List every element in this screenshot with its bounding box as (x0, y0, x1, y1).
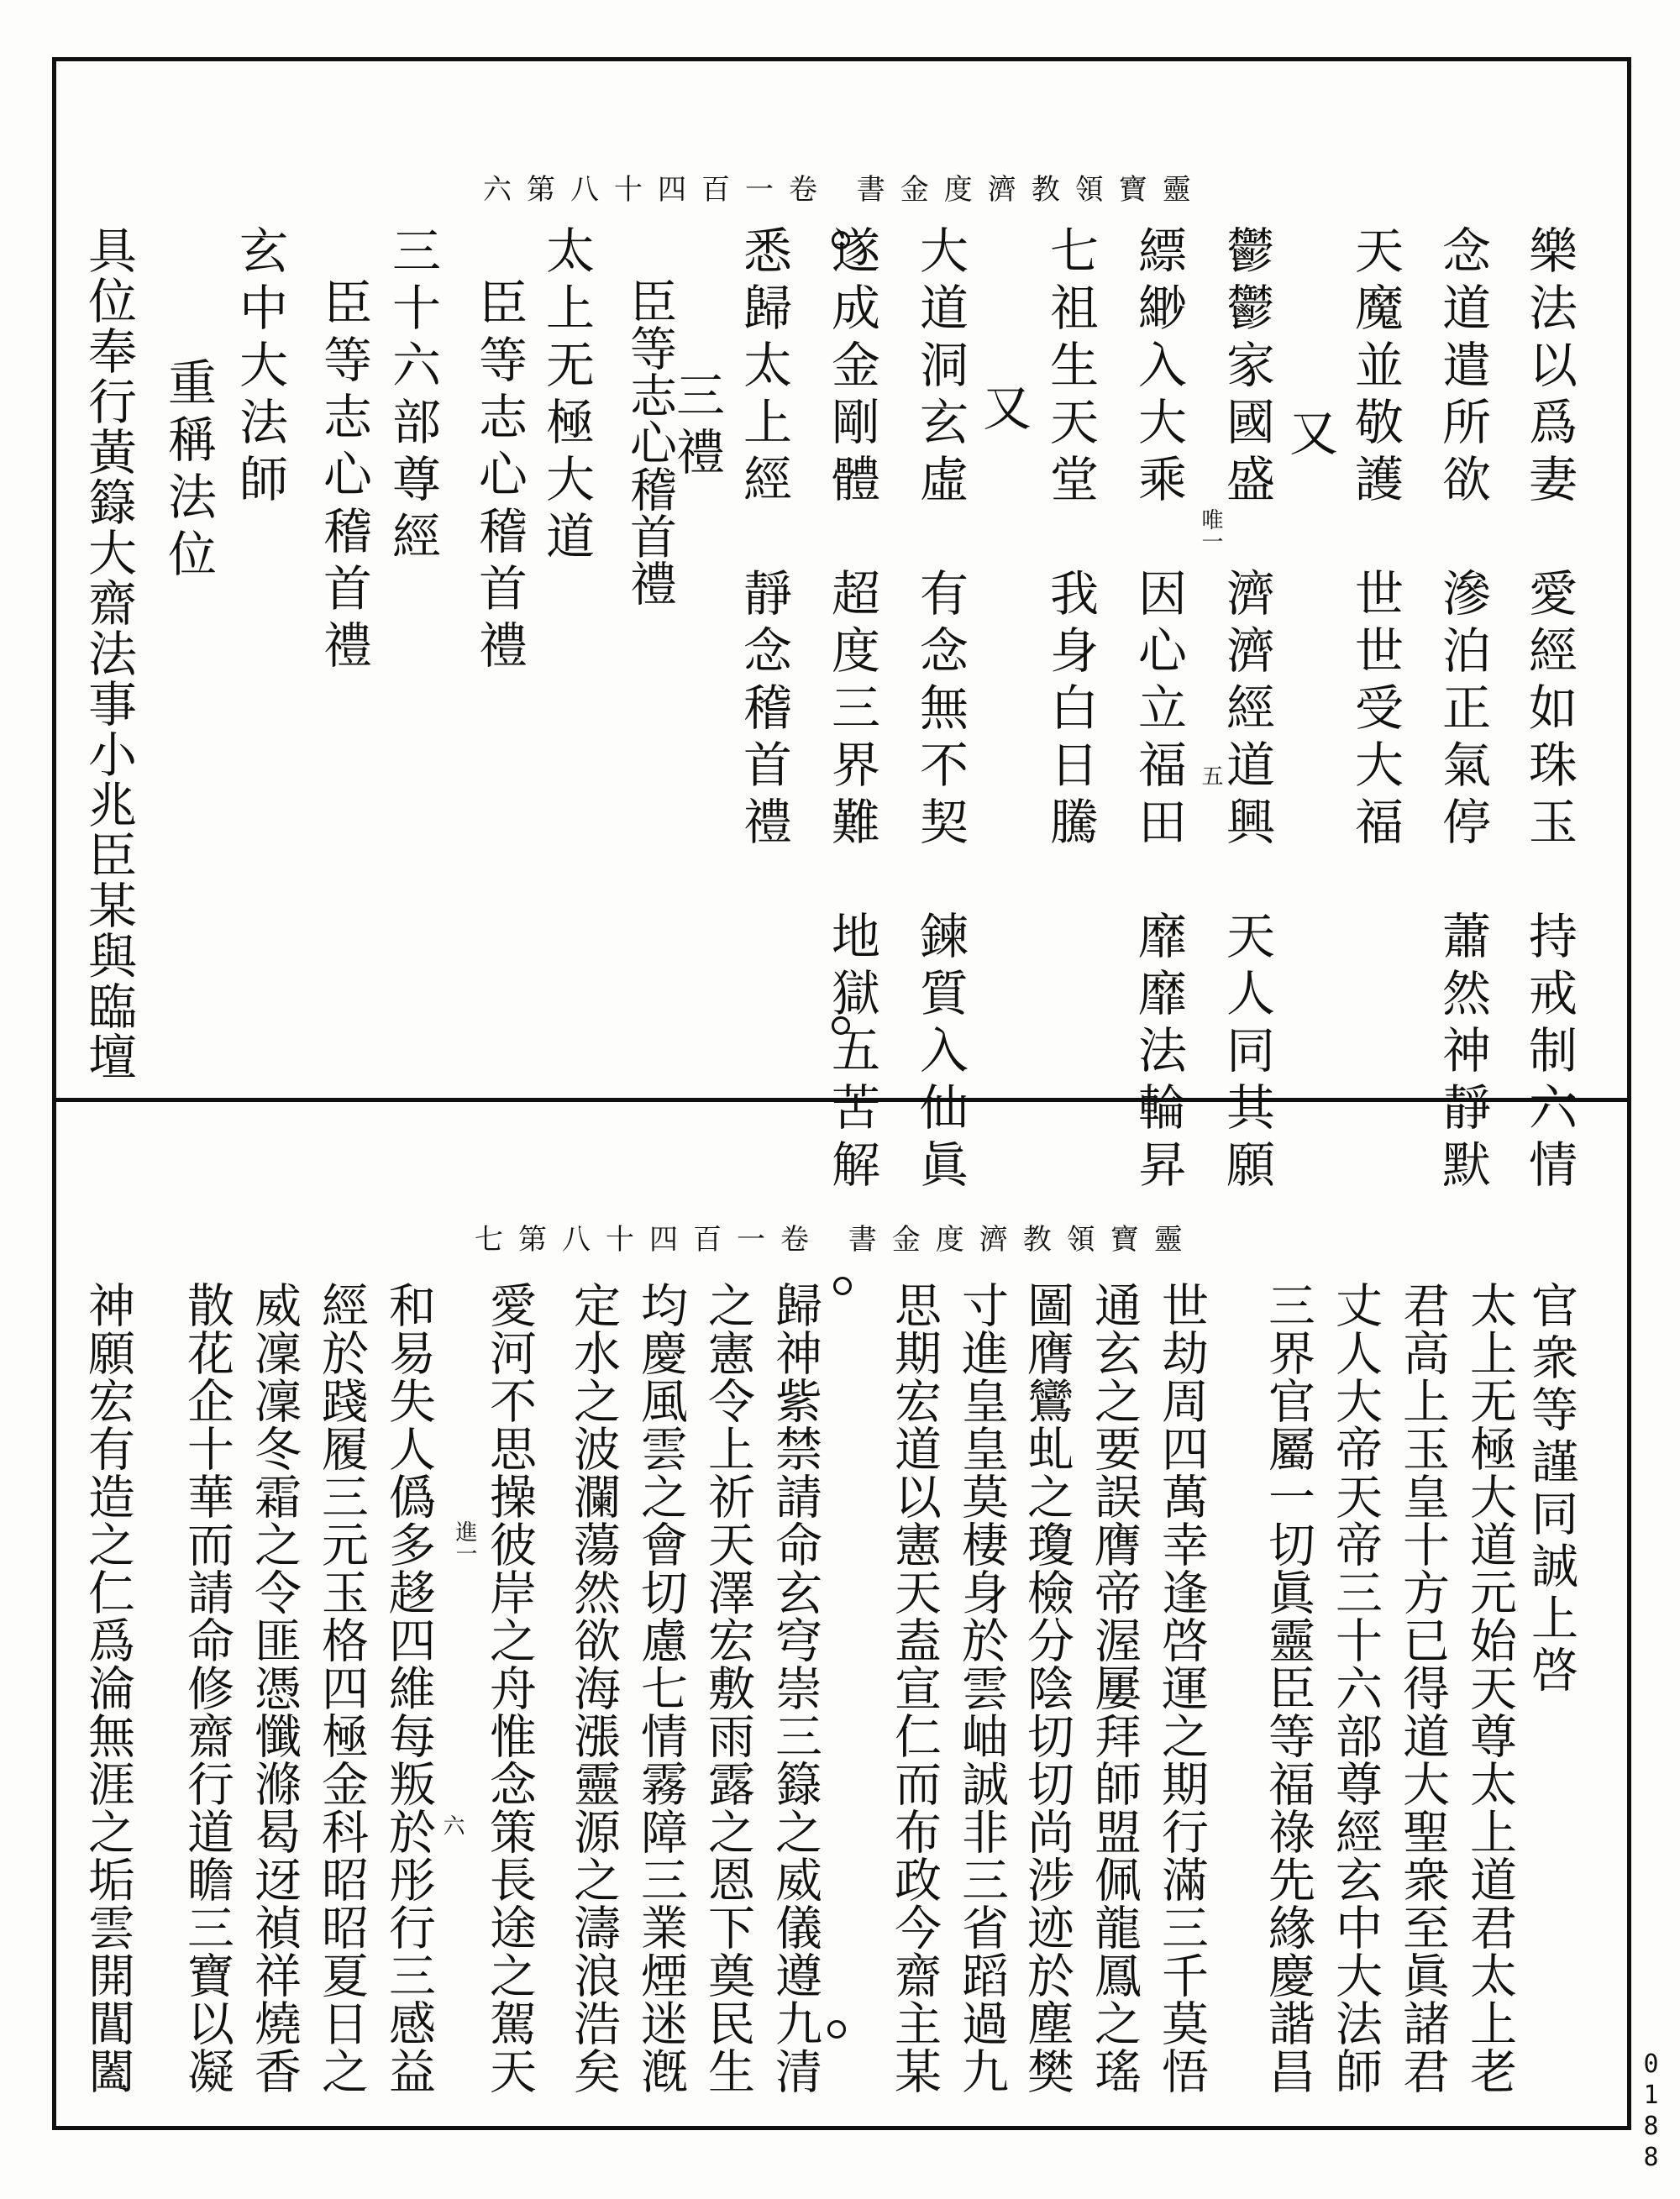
text-column: 寸進皇皇莫棲身於雲岫誠非三省蹈過九 (954, 1281, 1009, 2095)
text-column: 之憲令上祈天澤宏敷雨露之恩下奠民生 (701, 1281, 755, 2095)
page-number: 0188 (1636, 2049, 1666, 2174)
text-column: 思期宏道以憲天盍宣仁而布政今齋主某 (887, 1281, 942, 2095)
text-column: 均慶風雲之會切慮七情霧障三業煙迷漑 (633, 1281, 688, 2095)
text-column: 定水之波瀾蕩然欲海漲靈源之濤浪浩矣 (566, 1281, 621, 2095)
text-column: 七祖生天堂 我身白日騰 (1042, 225, 1099, 853)
margin-note: 五 (1198, 764, 1223, 786)
text-column-small: 臣等志心稽首禮 (622, 277, 677, 606)
text-column: 歸神紫禁請命玄穹崇三籙之威儀遵九清 (768, 1281, 822, 2095)
text-column: 威凜凜冬霜之令匪憑懺滌曷迓禎祥燒香 (247, 1281, 302, 2095)
bottom-page-header: 靈寶領教濟度金書 卷一百四十八第七 (475, 1223, 1198, 1257)
text-column: 官衆等謹同誠上啓 (1524, 1281, 1578, 1698)
text-column: 神願宏有造之仁爲淪無涯之垢雲開閶闔 (81, 1281, 135, 2095)
text-column: 念道遣所欲 滲泊正氣停 蕭然神靜默 (1434, 225, 1491, 1196)
text-column: 縹緲入大乘 因心立福田 靡靡法輪昇 (1130, 225, 1187, 1196)
text-column: 天魔並敬護 世世受大福 (1347, 225, 1404, 853)
text-column: 散花企十華而請命修齋行道瞻三寶以凝 (180, 1281, 234, 2095)
text-column: 大道洞玄虛 有念無不契 鍊質入仙眞 (911, 225, 969, 1196)
text-column: 經於踐履三元玉格四極金科昭昭夏日之 (314, 1281, 369, 2095)
text-column: 丈人大帝天帝三十六部尊經玄中大法師 (1328, 1281, 1383, 2095)
text-column: 重稱法位 (160, 357, 217, 585)
text-column: 具位奉行黃籙大齋法事小兆臣某與臨壇 (80, 225, 137, 1082)
text-column: 圖膺鸞虬之瓊檢分陰切切尚涉迹於塵樊 (1020, 1281, 1074, 2095)
text-column: 玄中大法師 (231, 225, 288, 511)
circle-marker-icon (827, 2020, 846, 2039)
text-column: 臣等志心稽首禮 (470, 277, 528, 677)
top-page-header: 靈寶領教濟度金書 卷一百四十八第六 (483, 173, 1206, 207)
circle-marker-icon (832, 1016, 850, 1035)
text-column: 又 (974, 382, 1032, 439)
text-column: 太上无極大道元始天尊太上道君太上老 (1462, 1281, 1517, 2095)
circle-marker-icon (833, 1277, 852, 1295)
text-column: 世劫周四萬幸逢啓運之期行滿三千莫悟 (1154, 1281, 1209, 2095)
text-column: 君高上玉皇十方已得道大聖衆至眞諸君 (1395, 1281, 1450, 2095)
circle-marker-icon (832, 231, 850, 249)
text-column: 三禮 (668, 370, 725, 484)
margin-note: 六 (439, 1814, 465, 1836)
text-column: 愛河不思操彼岸之舟惟念策長途之駕天 (482, 1281, 537, 2095)
text-column: 三界官屬一切眞靈臣等福祿先緣慶諧昌 (1261, 1281, 1315, 2095)
text-column: 通玄之要誤膺帝渥屢拜師盟佩龍鳳之瑤 (1087, 1281, 1142, 2095)
text-column: 和易失人僞多趍四維每叛於彤行三感益 (381, 1281, 436, 2095)
margin-note: 唯一 (1198, 508, 1223, 552)
text-column: 悉歸太上經 靜念稽首禮 (735, 225, 792, 853)
text-column: 臣等志心稽首禮 (315, 277, 372, 677)
margin-note: 進一 (452, 1520, 477, 1564)
text-column: 遂成金剛體 超度三界難 地獄五苦解 (823, 225, 880, 1196)
text-column: 太上无極大道 (538, 225, 595, 568)
text-column: 又 (1281, 407, 1338, 464)
text-column: 鬱鬱家國盛 濟濟經道興 天人同其願 (1218, 225, 1275, 1196)
text-column: 樂法以爲妻 愛經如珠玉 持戒制六情 (1520, 225, 1578, 1196)
text-column: 三十六部尊經 (384, 225, 441, 568)
